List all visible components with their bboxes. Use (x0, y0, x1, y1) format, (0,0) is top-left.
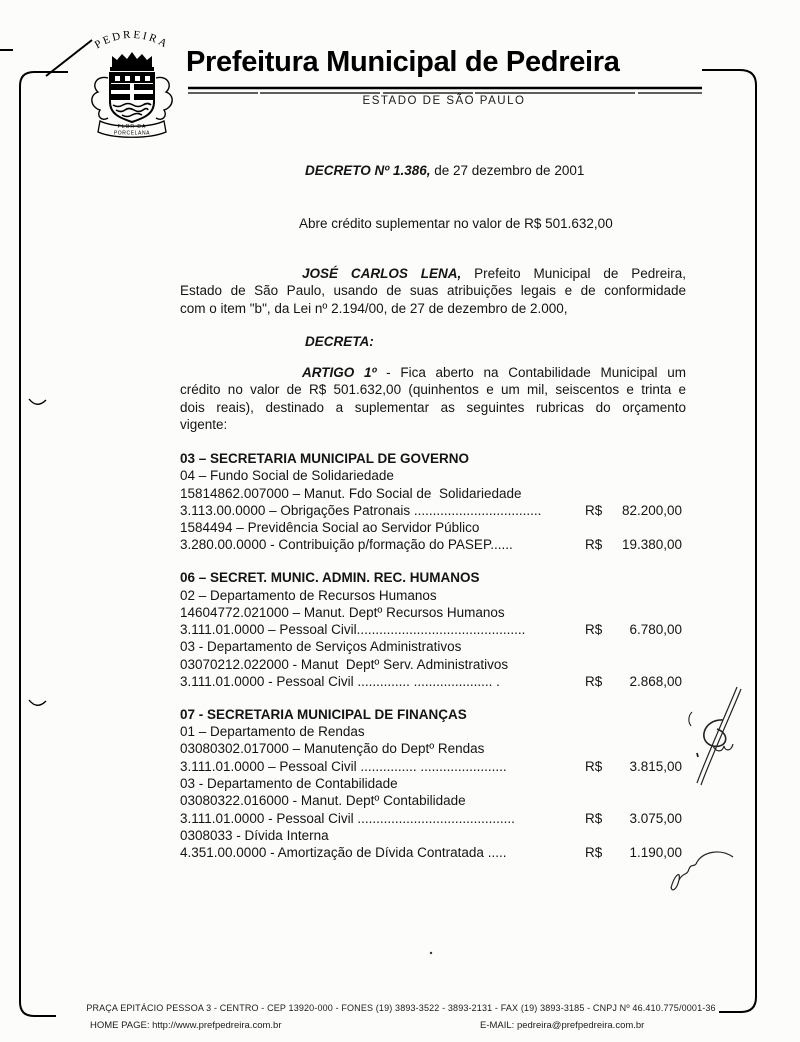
budget-line (180, 536, 686, 553)
crown-icon (110, 52, 154, 71)
budget-line (180, 604, 686, 621)
amount-cell (585, 536, 682, 553)
left-border-line (20, 72, 68, 1016)
preamble-line-1-rest: Prefeito Municipal de Pedreira, (461, 266, 686, 281)
currency-symbol: R$ (585, 845, 603, 861)
emblem-banner-text-2: PORCELANA (113, 130, 151, 137)
budget-line (180, 638, 686, 655)
budget-line-text: 3.111.01.0000 - Pessoal Civil .............. ..................... . (180, 674, 500, 690)
section-financas (180, 706, 686, 862)
footer-address-line: PRAÇA EPITÁCIO PESSOA 3 - CENTRO - CEP 13920-000 - FONES (19) 3893-3522 - 3893-2131 - FAX (19) 3893-3185 - CNPJ Nº 46.410.775/0001-36 (86, 1003, 716, 1013)
budget-line (180, 844, 686, 861)
article-line-2: crédito no valor de R$ 501.632,00 (quinhentos e um mil, seiscentos e trinta e (180, 382, 686, 398)
section-heading: 07 - SECRETARIA MUNICIPAL DE FINANÇAS (180, 706, 467, 722)
budget-line (180, 740, 686, 757)
amount-value: 3.815,00 (629, 758, 682, 774)
budget-line-text: 0308033 - Dívida Interna (180, 827, 329, 843)
budget-line (180, 673, 686, 690)
article-label: ARTIGO 1º (302, 365, 377, 380)
decree-number: DECRETO Nº 1.386, (305, 163, 431, 178)
budget-line (180, 656, 686, 673)
budget-line (180, 723, 686, 740)
preamble-line-2: Estado de São Paulo, usando de suas atribuições legais e de conformidade (180, 283, 686, 299)
budget-line (180, 621, 686, 638)
budget-line-text: 04 – Fundo Social de Solidariedade (180, 468, 394, 484)
emblem-banner-text-1: FLOR DA (117, 124, 147, 130)
email-label: E-MAIL: (480, 1020, 515, 1031)
amount-cell (585, 810, 682, 827)
budget-line-text: 3.113.00.0000 – Obrigações Patronais .................................. (180, 502, 542, 518)
decree-preamble (180, 265, 686, 317)
budget-line-text: 4.351.00.0000 - Amortização de Dívida Contratada ..... (180, 845, 507, 861)
budget-line-text: 03 - Departamento de Contabilidade (180, 776, 398, 792)
decree-number-line (305, 163, 584, 178)
currency-symbol: R$ (585, 537, 603, 553)
amount-value: 82.200,00 (621, 502, 682, 518)
budget-line (180, 467, 686, 484)
margin-curve-mark-1 (29, 399, 46, 404)
amount-value: 19.380,00 (621, 537, 682, 553)
budget-line (180, 758, 686, 775)
right-border-line (702, 70, 756, 1012)
amount-cell (585, 758, 682, 775)
article-1 (180, 364, 686, 433)
currency-symbol: R$ (585, 758, 603, 774)
header-subtitle: ESTADO DE SÃO PAULO (362, 95, 526, 107)
budget-line (180, 792, 686, 809)
budget-line (180, 519, 686, 536)
preamble-line-3: com o item "b", da Lei nº 2.194/00, de 27 de dezembro de 2.000, (180, 300, 568, 316)
budget-line-text: 1584494 – Previdência Social ao Servidor Público (180, 520, 480, 536)
emblem-arc-text: PEDREIRA (92, 28, 172, 52)
currency-symbol: R$ (585, 810, 603, 826)
footer-homepage (90, 1020, 281, 1031)
budget-line-text: 01 – Departamento de Rendas (180, 724, 365, 740)
section-admin-rec-humanos (180, 569, 686, 690)
budget-line-text: 03080302.017000 – Manutenção do Deptº Rendas (180, 741, 485, 757)
section-heading: 06 – SECRET. MUNIC. ADMIN. REC. HUMANOS (180, 570, 480, 586)
budget-line-text: 14604772.021000 – Manut. Deptº Recursos Humanos (180, 604, 505, 620)
budget-line (180, 775, 686, 792)
currency-symbol: R$ (585, 502, 603, 518)
budget-line-text: 03 - Departamento de Serviços Administrativos (180, 639, 462, 655)
homepage-url: http://www.prefpedreira.com.br (152, 1020, 282, 1031)
amount-value: 1.190,00 (629, 845, 682, 861)
amount-cell (585, 621, 682, 638)
amount-value: 3.075,00 (629, 810, 682, 826)
decreta-label: DECRETA: (305, 334, 374, 349)
scan-speck (430, 952, 432, 954)
budget-line-text: 03070212.022000 - Manut Deptº Serv. Administrativos (180, 656, 509, 672)
amount-cell (585, 844, 682, 861)
amount-cell (585, 502, 682, 519)
budget-line (180, 587, 686, 604)
page-title: Prefeitura Municipal de Pedreira (186, 46, 620, 78)
article-line-1-rest: - Fica aberto na Contabilidade Municipal um (376, 365, 686, 380)
budget-line (180, 502, 686, 519)
budget-line (180, 827, 686, 844)
email-address: pedreira@prefpedreira.com.br (516, 1020, 645, 1031)
amount-value: 2.868,00 (629, 674, 682, 690)
section-heading: 03 – SECRETARIA MUNICIPAL DE GOVERNO (180, 451, 470, 466)
budget-line-text: 3.280.00.0000 - Contribuição p/formação do PASEP...... (180, 537, 513, 553)
budget-line-text: 3.111.01.0000 - Pessoal Civil .......................................... (180, 810, 515, 826)
budget-line (180, 485, 686, 502)
budget-line-text: 3.111.01.0000 – Pessoal Civil ............... ....................... (180, 758, 507, 774)
preamble-line-1 (180, 265, 686, 282)
budget-line (180, 810, 686, 827)
footer-email (480, 1020, 644, 1031)
amount-value: 6.780,00 (629, 622, 682, 638)
article-line-4: vigente: (180, 416, 228, 432)
coat-of-arms (72, 20, 192, 140)
shield-icon (110, 73, 154, 122)
decree-summary: Abre crédito suplementar no valor de R$ 501.632,00 (299, 216, 613, 231)
mayor-name: JOSÉ CARLOS LENA, (302, 266, 462, 281)
emblem-banner (98, 121, 166, 137)
section-governo (180, 450, 686, 554)
amount-cell (585, 673, 682, 690)
budget-line-text: 02 – Departamento de Recursos Humanos (180, 587, 437, 603)
margin-curve-mark-2 (29, 700, 46, 705)
article-line-1 (180, 364, 686, 381)
pen-mark (689, 687, 741, 785)
homepage-label: HOME PAGE: (90, 1020, 150, 1031)
article-line-3: dois reais), destinado a suplementar as seguintes rubricas do orçamento (180, 399, 686, 415)
budget-sections (180, 450, 686, 862)
currency-symbol: R$ (585, 674, 603, 690)
budget-line-text: 3.111.01.0000 – Pessoal Civil............................................. (180, 622, 526, 638)
budget-line-text: 03080322.016000 - Manut. Deptº Contabilidade (180, 793, 466, 809)
budget-line-text: 15814862.007000 – Manut. Fdo Social de Solidariedade (180, 485, 522, 501)
currency-symbol: R$ (585, 622, 603, 638)
decree-date: de 27 dezembro de 2001 (430, 163, 585, 178)
